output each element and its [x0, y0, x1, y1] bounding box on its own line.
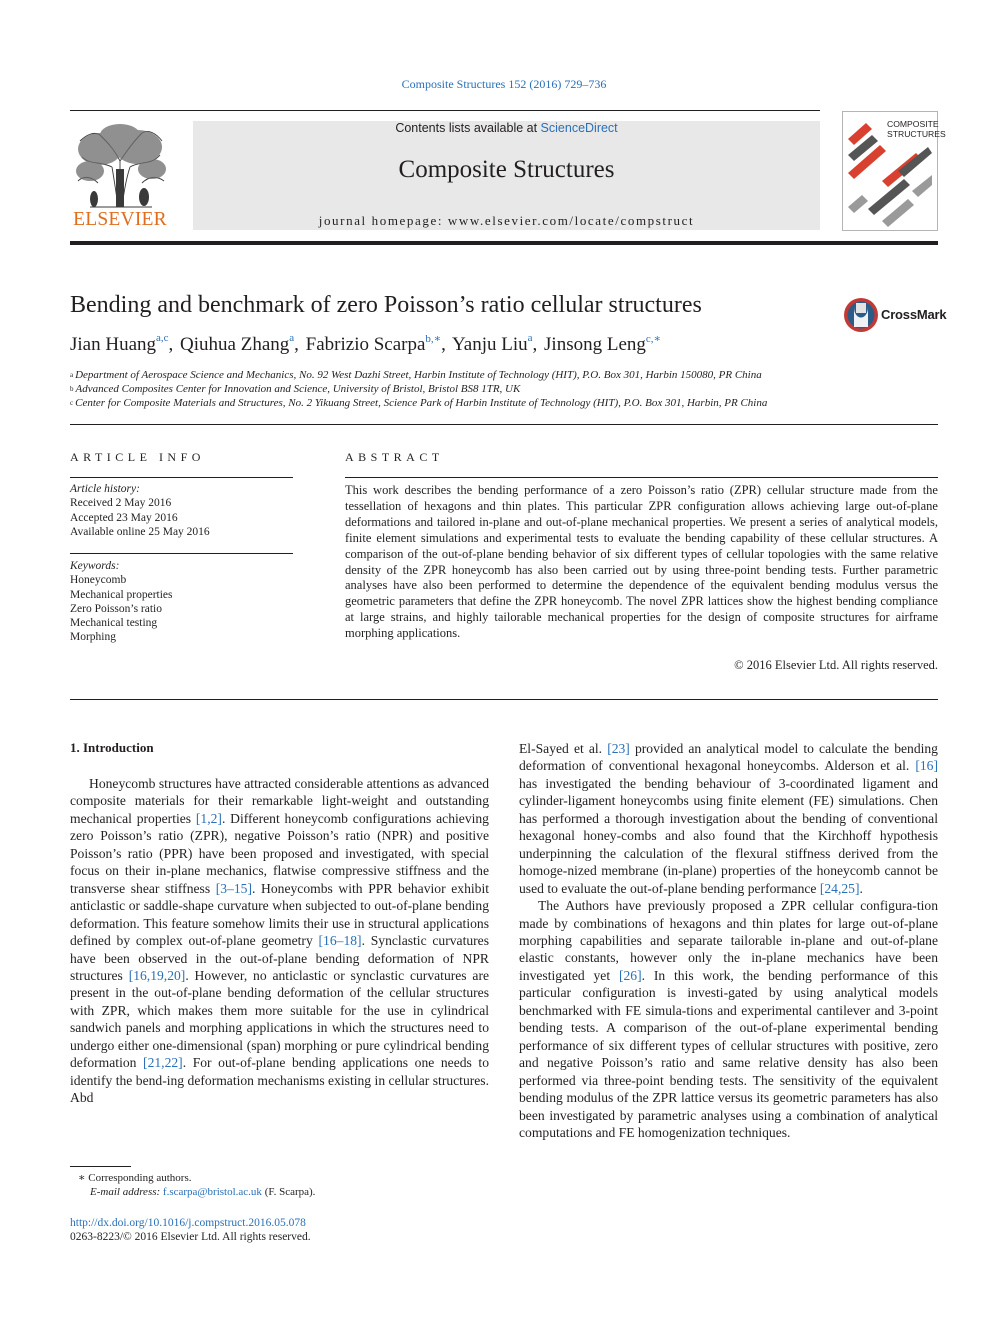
email-label: E-mail address:: [90, 1186, 163, 1198]
history-label: Article history:: [70, 483, 140, 495]
keyword-item: Zero Poisson’s ratio: [70, 602, 162, 615]
author-name[interactable]: Qiuhua Zhang: [180, 334, 290, 355]
paragraph: [519, 740, 938, 897]
reference-link[interactable]: [23]: [607, 741, 630, 756]
reference-link[interactable]: [26]: [618, 967, 642, 983]
text-run: .: [859, 880, 863, 896]
citation-link[interactable]: Composite Structures 152 (2016) 729–736: [401, 77, 607, 91]
crossmark-label[interactable]: CrossMark: [881, 307, 947, 322]
author-name[interactable]: Jian Huang: [70, 334, 157, 355]
text-run: provided an analytical model to calculate the bending deformation of conventional hexagonal honeycombs. Alderson et al.: [519, 741, 938, 774]
affiliation: $^c$ Center for Composite Materials and Structures, No. 2 Yikuang Street, Science Park of Harbin Institute of Technology (HIT), P.O. Box 301, Harbin, PR China: [70, 397, 768, 409]
history-item: Accepted 23 May 2016: [70, 511, 178, 524]
reference-link[interactable]: [24,25]: [819, 880, 860, 896]
text-run: . However, no anticlastic or synclastic curvatures are present in the out-of-plane bending deformation of the cellular structures with ZPR, which makes them more suitable for the use in cylindrical sandwich panels and morphing applications in which the structures need to undergo either one-dimensional (span) morphing or pure cylindrical bending deformation: [70, 967, 490, 1071]
author-list: Jian Huang$^{a,c}$, Qiuhua Zhang$^a$, Fabrizio Scarpa$^{b,∗}$, Yanju Liu$^a$, Jinsong Leng$^{c,∗}$: [70, 332, 661, 355]
history-item: Available online 25 May 2016: [70, 525, 210, 538]
doi-link[interactable]: http://dx.doi.org/10.1016/j.compstruct.2016.05.078: [70, 1217, 306, 1229]
body-column-right: [519, 740, 938, 1141]
author-name[interactable]: Yanju Liu: [451, 334, 528, 355]
author-affil-marker[interactable]: a,c: [156, 332, 169, 344]
affiliation: $^a$ Department of Aerospace Science and Mechanics, No. 92 West Dazhi Street, Harbin Institute of Technology (HIT), P.O. Box 301, Harbin 150080, PR China: [70, 369, 762, 381]
divider: [70, 477, 293, 478]
author-affil-marker[interactable]: c,∗: [645, 333, 661, 345]
affiliation: $^b$ Advanced Composites Center for Innovation and Science, University of Bristol, Bristol BS8 1TR, UK: [70, 383, 521, 395]
footnote-rule: [70, 1166, 131, 1167]
text-run: . Different honeycomb configurations achieving zero Poisson’s ratio (ZPR), negative Poisson’s ratio (NPR) and positive Poisson’s ratio (PPR) have been proposed and investigated, with special focus on their in-plane mechanics, flatwise compressive stiffness and the transverse shear stiffness: [70, 810, 489, 896]
reference-link[interactable]: [21,22]: [143, 1055, 183, 1071]
text-run: . In this work, the bending performance of this particular configuration is investi-gated by using analytical models benchmarked with FE simula-tions and experimental cantilever and 3-point bending tests. A comparison of the out-of-plane experimental bending performance of six different types of cellular structures with positive, zero and negative Poisson’s ratio and same relative density has also been performed via three-point bending tests. The sensitivity of the equivalent bending modulus of the ZPR lattice versus its geometric parameters has also been investigated by parametric analyses using a combination of analytical computations and FE homogenization techniques.: [519, 967, 938, 1140]
article-info-heading: ARTICLE INFO: [70, 450, 205, 464]
text-run: . For out-of-plane bending applications one needs to identify the bend-ing deformation mechanisms existing in cellular structures. Abd: [70, 1055, 489, 1106]
abstract-text: This work describes the bending performance of a zero Poisson’s ratio (ZPR) cellular structure made from the tessellation of hexagons and thin plates. This particular ZPR configuration allows achieving large out-of-plane deformations and tailored in-plane and out-of-plane mechanical properties. We present a series of analytical models, finite element simulations and experimental tests to evaluate the bending capability of these cellular structures. A comparison of the out-of-plane bending behavior of six different types of cellular topologies with the same relative density of the ZPR honeycomb has also been carried out by using three-point bending tests. Further parametric analyses have also been performed to determine the dependence of the equivalent bending modulus versus the geometric parameters that define the ZPR honeycomb. The novel ZPR lattices show the highest bending compliance at large strains, and highly tailorable mechanical properties for the design of composite structures for airframe morphing applications.: [345, 483, 938, 641]
journal-title: Composite Structures: [398, 156, 615, 183]
divider: [345, 477, 938, 478]
text-run: has investigated the bending behaviour of 3-coordinated ligament and cylinder-ligament honeycombs using finite element (FE) simulations. Chen has performed a thorough investigation about the bending of conventional hexagonal honey-combs and also found that the Kirchhoff hypothesis underpinning the calculation of the flexural stiffness derived from the homoge-nized membrane (in-plane) properties of the honeycomb cannot be used to evaluate the out-of-plane bending performance: [519, 775, 938, 896]
history-item: Received 2 May 2016: [70, 497, 172, 510]
paragraph: [519, 897, 938, 1141]
cover-title-line2: STRUCTURES: [887, 129, 946, 139]
keyword-item: Honeycomb: [70, 574, 127, 587]
email-note: [90, 1186, 315, 1198]
email-suffix: (F. Scarpa).: [261, 1186, 316, 1198]
keyword-item: Mechanical properties: [70, 588, 173, 601]
header-rule-top: [70, 110, 820, 111]
text-run: El-Sayed et al.: [519, 741, 608, 756]
text-run: The Authors have previously proposed a ZPR cellular configura-tion made by combinations of hexagons and thin plates for large out-of-plane morphing capabilities and separate tailorable in-plane and out-of-plane elastic constants, however only the in-plane mechanics have been investigated yet: [519, 898, 938, 983]
reference-link[interactable]: [3–15]: [215, 880, 253, 896]
paragraph: [70, 775, 489, 1107]
journal-cover-icon: [842, 111, 946, 231]
divider: [70, 553, 293, 554]
author-affil-marker[interactable]: a: [527, 332, 533, 344]
email-link[interactable]: f.scarpa@bristol.ac.uk: [162, 1186, 262, 1198]
keywords: [70, 559, 173, 645]
issn-line: 0263-8223/© 2016 Elsevier Ltd. All rights reserved.: [70, 1231, 311, 1243]
corresponding-note: ∗ Corresponding authors.: [78, 1172, 192, 1184]
reference-link[interactable]: [16,19,20]: [128, 967, 186, 983]
header-rule-bottom: [70, 241, 938, 245]
contents-prefix: Contents lists available at: [395, 121, 541, 135]
divider: [70, 424, 938, 425]
reference-link[interactable]: [1,2]: [195, 810, 222, 826]
article-history: [70, 482, 210, 539]
reference-link[interactable]: [16]: [915, 758, 938, 774]
abstract-copyright: © 2016 Elsevier Ltd. All rights reserved.: [734, 658, 938, 672]
author-name[interactable]: Jinsong Leng: [544, 334, 646, 355]
author-affil-marker[interactable]: a: [289, 332, 295, 344]
author-affil-marker[interactable]: b,∗: [425, 333, 442, 345]
author-name[interactable]: Fabrizio Scarpa: [305, 334, 426, 355]
reference-link[interactable]: [16–18]: [318, 933, 362, 949]
text-run: . Synclastic curvatures have been observed in the out-of-plane bending deformation of NPR structures: [70, 933, 489, 983]
journal-homepage[interactable]: journal homepage: www.elsevier.com/locate/compstruct: [318, 213, 695, 228]
keyword-item: Morphing: [70, 631, 116, 644]
contents-available: [193, 121, 820, 135]
keywords-label: Keywords:: [70, 560, 120, 572]
keyword-item: Mechanical testing: [70, 617, 158, 630]
section-heading: 1. Introduction: [70, 740, 154, 755]
sciencedirect-link[interactable]: ScienceDirect: [540, 121, 618, 135]
cover-title-line1: COMPOSITE: [887, 119, 939, 129]
elsevier-wordmark: ELSEVIER: [73, 209, 167, 230]
article-title: Bending and benchmark of zero Poisson’s ratio cellular structures: [70, 292, 702, 318]
body-column-left: [70, 775, 489, 1107]
text-run: . Honeycombs with PPR behavior exhibit anticlastic or saddle-shape curvature when subjected to out-of-plane bending deformation. This feature somehow limits their use in structural applications defined by complex out-of-plane geometry: [70, 880, 489, 949]
text-run: Honeycomb structures have attracted considerable attentions as advanced composite materials for their remarkable light-weight and outstanding mechanical properties: [70, 776, 489, 826]
divider: [70, 699, 938, 700]
abstract-heading: ABSTRACT: [345, 450, 444, 464]
